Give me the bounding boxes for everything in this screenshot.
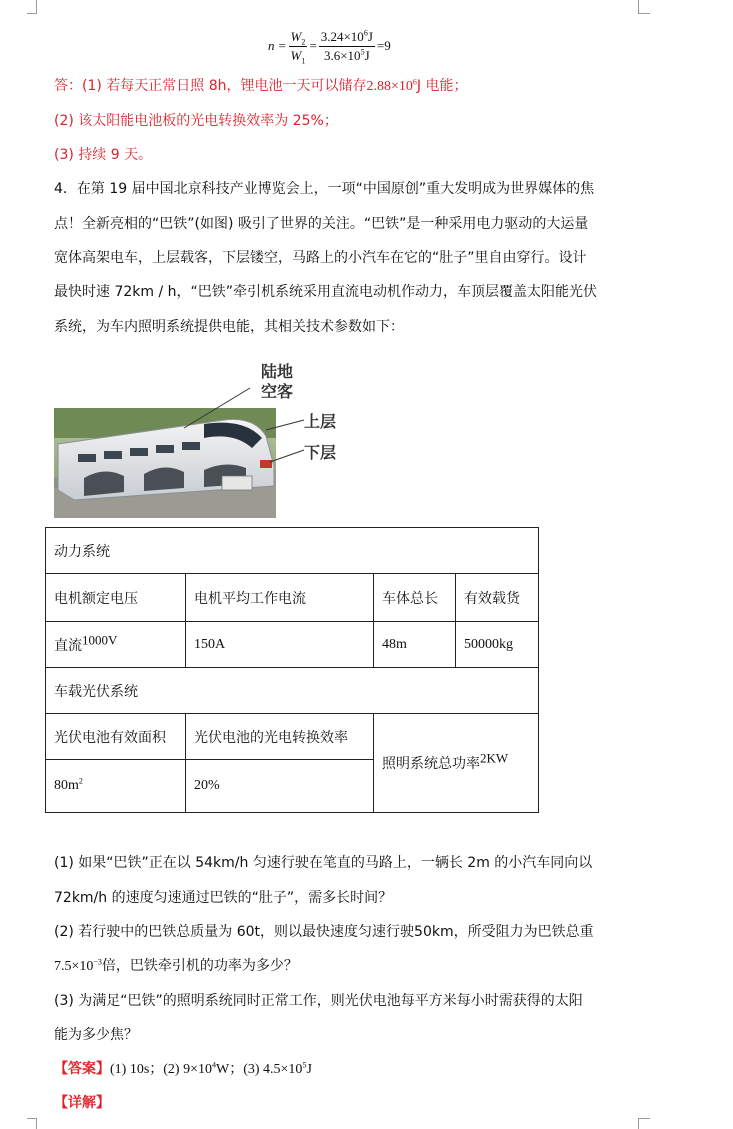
answer-exponent: 4 — [212, 1060, 216, 1070]
table-cell — [46, 760, 186, 813]
answer-exponent: 5 — [302, 1060, 307, 1070]
table-header-cell: 光伏电池有效面积 — [46, 714, 186, 760]
table-header-cell: 有效载货 — [456, 574, 539, 622]
answer-key-line — [54, 1059, 312, 1080]
table-cell: 50000kg — [456, 622, 539, 668]
answer-value: 2.88×10 — [366, 79, 413, 94]
page-corner-mark — [638, 0, 650, 14]
frac-num-sub: 2 — [301, 37, 306, 47]
figure-label-lower: 下层 — [304, 443, 337, 462]
frac-num-sup: 6 — [363, 28, 368, 38]
answer-tag: 【答案】 — [54, 1061, 110, 1077]
table-row — [46, 668, 539, 714]
subquestion-exponent: −3 — [93, 957, 102, 967]
efficiency-ratio-formula: n = $\frac{W_2}{W_1}$ = $\frac{3.24\times 10^6J}{3.6\times 10^5J}$ =9 — [268, 28, 391, 66]
page-corner-mark — [27, 0, 37, 14]
question-line: 4．在第 19 届中国北京科技产业博览会上，一项“中国原创”重大发明成为世界媒体的焦 — [54, 181, 595, 197]
answer-line-1 — [54, 76, 468, 97]
table-cell: 动力系统 — [46, 528, 539, 574]
frac-num-unit: J — [367, 28, 373, 44]
frac-den: W — [290, 47, 302, 63]
detail-line — [54, 1093, 110, 1113]
frac-den: 3.6×10 — [323, 47, 361, 63]
answer-line-3: (3) 持续 9 天。 — [54, 147, 153, 163]
subquestion-line: 能为多少焦？ — [54, 1027, 138, 1043]
figure-label-air: 空客 — [261, 382, 294, 401]
frac-num: 3.24×10 — [320, 28, 364, 44]
figure-label-land: 陆地 — [261, 362, 294, 381]
answer-text: 答：(1) 若每天正常日照 8h，锂电池一天可以储存 — [54, 78, 367, 94]
fraction-w2-w1 — [289, 29, 308, 64]
subquestion-value: 7.5×10 — [54, 959, 94, 974]
fraction-energy — [319, 29, 375, 64]
formula-lhs: n = — [268, 38, 287, 53]
question-line: 点！全新亮相的“巴铁”(如图) 吸引了世界的关注。“巴铁”是一种采用电力驱动的大运量 — [54, 216, 589, 232]
page-corner-mark — [27, 1118, 37, 1129]
figure-label-upper: 上层 — [304, 412, 337, 431]
cell-value: 1000V — [82, 631, 118, 647]
answer-value: J — [306, 1062, 312, 1077]
table-header-cell: 车体总长 — [374, 574, 456, 622]
table-row — [46, 528, 539, 574]
subquestion-line: 72km/h 的速度匀速通过巴铁的“肚子”，需多长时间？ — [54, 890, 393, 906]
frac-den-sub: 1 — [301, 56, 306, 66]
table-cell: 48m — [374, 622, 456, 668]
question-line: 最快时速 72km / h，“巴铁”牵引机系统采用直流电动机作动力，车顶层覆盖太阳能光伏 — [54, 284, 598, 300]
bus-illustration — [54, 358, 350, 518]
frac-den-unit: J — [364, 47, 370, 63]
frac-den-sup: 5 — [360, 47, 365, 57]
straddling-bus-figure — [54, 358, 350, 518]
table-row — [46, 622, 539, 668]
table-header-cell: 电机额定电压 — [46, 574, 186, 622]
question-line: 系统，为车内照明系统提供电能，其相关技术参数如下： — [54, 319, 404, 335]
formula-result: =9 — [376, 38, 391, 53]
cell-text: 直流 — [54, 637, 82, 654]
frac-num: W — [290, 28, 302, 44]
subquestion-text: 倍，巴铁牵引机的功率为多少？ — [101, 958, 298, 974]
technical-parameters-table — [45, 527, 539, 813]
subquestion-line: (3) 为满足“巴铁”的照明系统同时正常工作，则光伏电池每平方米每小时需获得的太阳 — [54, 993, 583, 1009]
table-row — [46, 574, 539, 622]
detail-tag: 【详解】 — [54, 1095, 110, 1111]
answer-text: J 电能； — [416, 78, 468, 94]
answer-exponent: 6 — [412, 77, 417, 87]
subquestion-line: (2) 若行驶中的巴铁总质量为 60t，则以最快速度匀速行驶50km，所受阻力为巴铁总重 — [54, 924, 594, 940]
table-header-cell: 电机平均工作电流 — [186, 574, 374, 622]
subquestion-line — [54, 956, 298, 977]
answer-value: (1) 10s；(2) 9×10 — [110, 1062, 212, 1077]
table-cell: 车载光伏系统 — [46, 668, 539, 714]
table-header-cell: 光伏电池的光电转换效率 — [186, 714, 374, 760]
question-line: 宽体高架电车，上层载客，下层镂空，马路上的小汽车在它的“肚子”里自由穿行。设计 — [54, 250, 587, 266]
table-row — [46, 714, 539, 760]
subquestion-line: (1) 如果“巴铁”正在以 54km/h 匀速行驶在笔直的马路上，一辆长 2m 的小汽车同向以 — [54, 855, 593, 871]
table-cell — [374, 714, 539, 813]
table-cell: 150A — [186, 622, 374, 668]
page-corner-mark — [638, 1118, 650, 1129]
answer-value: W；(3) 4.5×10 — [216, 1062, 303, 1077]
answer-line-2: (2) 该太阳能电池板的光电转换效率为 25%； — [54, 113, 338, 129]
cell-value: 2KW — [480, 750, 509, 766]
cell-value: 80m — [54, 778, 79, 793]
cell-text: 照明系统总功率 — [382, 756, 480, 772]
table-cell — [46, 622, 186, 668]
table-cell: 20% — [186, 760, 374, 813]
cell-exponent: 2 — [78, 776, 83, 786]
